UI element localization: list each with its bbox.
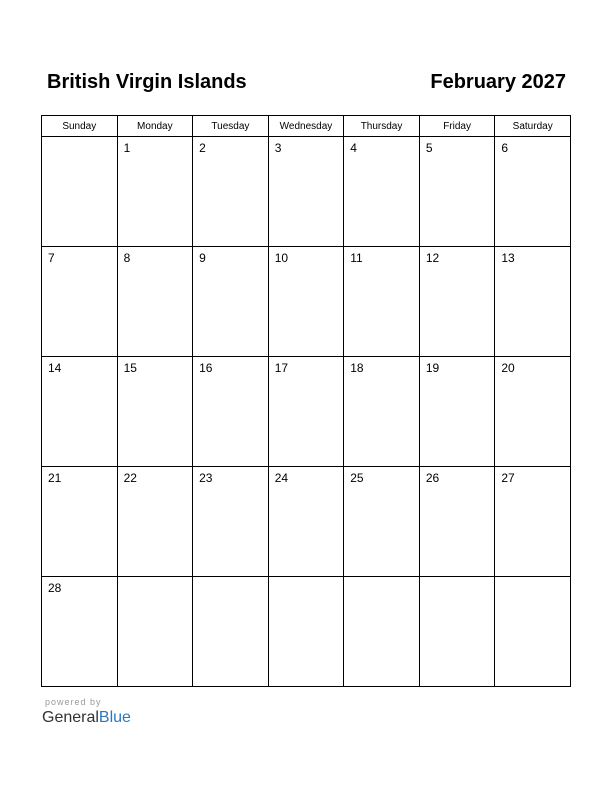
day-number — [269, 577, 344, 581]
day-number: 4 — [350, 141, 357, 155]
day-number: 21 — [48, 471, 62, 485]
day-number: 26 — [425, 471, 440, 485]
generalblue-logo[interactable] — [42, 709, 131, 727]
day-number: 1 — [123, 141, 131, 155]
day-cell — [193, 577, 269, 687]
day-cell — [419, 467, 495, 577]
day-number: 24 — [274, 471, 289, 485]
day-cell — [268, 247, 344, 357]
week-row — [42, 357, 571, 467]
day-cell — [419, 137, 495, 247]
day-number: 2 — [199, 141, 206, 155]
weekday-header-row — [42, 116, 571, 137]
day-number: 16 — [199, 361, 213, 375]
day-number: 23 — [199, 471, 213, 485]
day-number: 18 — [350, 361, 364, 375]
day-number: 11 — [350, 251, 363, 265]
day-number: 8 — [123, 251, 131, 265]
day-cell — [193, 247, 269, 357]
day-cell — [495, 247, 571, 357]
day-cell — [42, 357, 118, 467]
week-row — [42, 137, 571, 247]
day-number: 15 — [123, 361, 137, 375]
day-cell — [495, 467, 571, 577]
weekday-header: Thursday — [344, 116, 420, 137]
day-number: 25 — [350, 471, 364, 485]
day-cell — [193, 357, 269, 467]
powered-by-text: powered by — [45, 697, 102, 707]
day-cell — [117, 137, 193, 247]
weekday-header: Tuesday — [193, 116, 269, 137]
day-number: 14 — [48, 361, 62, 375]
day-cell — [344, 577, 420, 687]
day-cell — [117, 467, 193, 577]
day-cell — [42, 577, 118, 687]
day-number — [193, 577, 268, 581]
day-cell — [117, 247, 193, 357]
day-number — [42, 137, 117, 141]
week-row — [42, 577, 571, 687]
weekday-header: Wednesday — [268, 116, 344, 137]
day-cell — [344, 357, 420, 467]
day-cell — [117, 357, 193, 467]
day-cell — [495, 137, 571, 247]
day-number: 20 — [501, 361, 515, 375]
day-cell — [42, 247, 118, 357]
week-row — [42, 247, 571, 357]
week-row — [42, 467, 571, 577]
day-number: 22 — [123, 471, 137, 485]
day-cell — [344, 467, 420, 577]
day-cell — [268, 577, 344, 687]
day-cell — [42, 137, 118, 247]
day-cell — [419, 577, 495, 687]
day-number: 13 — [501, 251, 515, 265]
weekday-header: Saturday — [495, 116, 571, 137]
day-cell — [344, 137, 420, 247]
day-number: 12 — [425, 251, 440, 265]
region-title: British Virgin Islands — [47, 71, 247, 93]
day-number: 17 — [274, 361, 289, 375]
day-cell — [419, 247, 495, 357]
day-number: 5 — [425, 141, 433, 155]
weekday-header: Sunday — [42, 116, 118, 137]
day-cell — [117, 577, 193, 687]
day-number: 28 — [48, 581, 62, 595]
day-number: 7 — [48, 251, 55, 265]
day-number: 6 — [501, 141, 509, 155]
day-cell — [193, 137, 269, 247]
logo-text-general: General — [42, 709, 99, 726]
day-number: 10 — [274, 251, 289, 265]
day-cell — [268, 357, 344, 467]
day-cell — [268, 467, 344, 577]
day-cell — [419, 357, 495, 467]
day-cell — [42, 467, 118, 577]
logo-text-blue: Blue — [98, 709, 131, 726]
day-number: 3 — [274, 141, 282, 155]
day-number: 19 — [425, 361, 440, 375]
month-title: February 2027 — [430, 71, 566, 93]
day-number — [495, 577, 570, 581]
day-number: 9 — [199, 251, 206, 265]
day-cell — [495, 357, 571, 467]
day-number — [420, 577, 495, 581]
calendar-grid — [41, 115, 571, 687]
day-cell — [495, 577, 571, 687]
day-number — [344, 577, 419, 581]
day-number: 27 — [501, 471, 515, 485]
weekday-header: Monday — [117, 116, 193, 137]
weekday-header: Friday — [419, 116, 495, 137]
day-cell — [344, 247, 420, 357]
day-cell — [193, 467, 269, 577]
day-number — [118, 577, 193, 581]
day-cell — [268, 137, 344, 247]
